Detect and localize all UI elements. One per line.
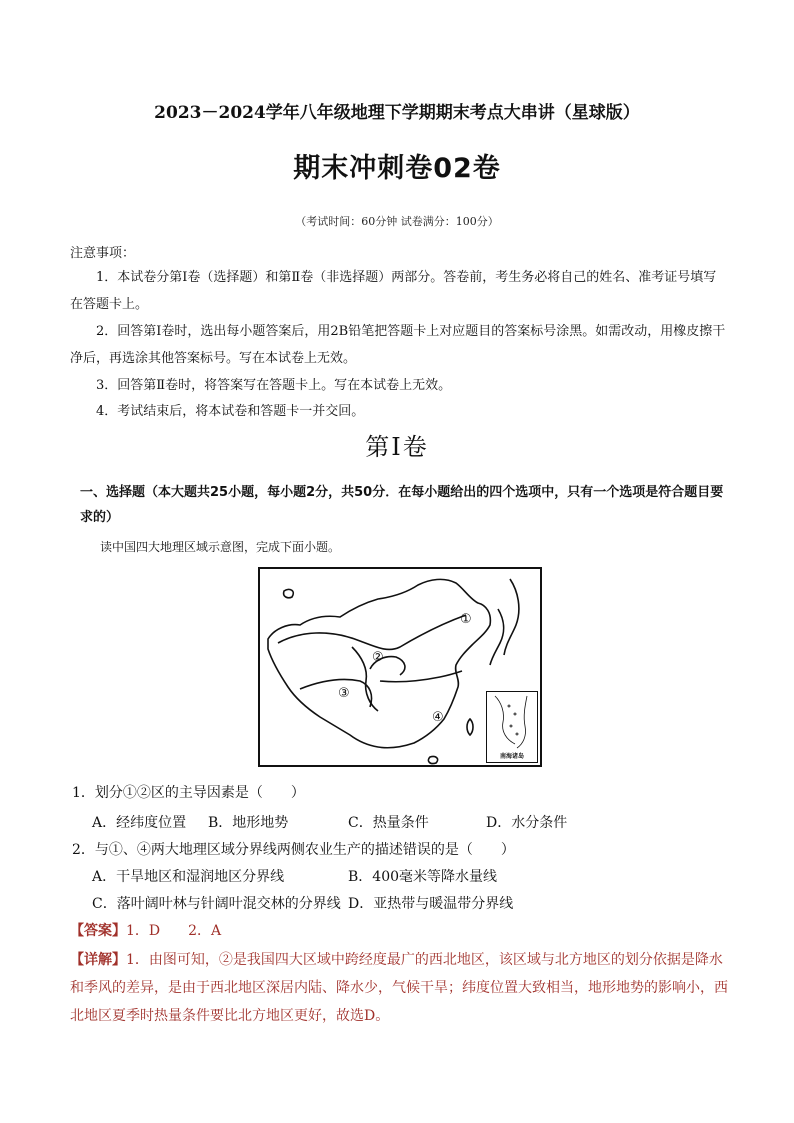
region-label: ② — [372, 650, 384, 665]
region-label: ④ — [432, 710, 444, 725]
question-option: D．亚热带与暖温带分界线 — [348, 896, 514, 912]
section-title: 一、选择题（本大题共25小题，每小题2分，共50分．在每小题给出的四个选项中，只有一个选项是符合题目要求的） — [80, 485, 724, 525]
exam-subtitle: 2023－2024学年八年级地理下学期期末考点大串讲（星球版） — [154, 103, 640, 123]
notes-heading: 注意事项： — [70, 246, 136, 261]
region-label: ① — [460, 612, 472, 627]
note-item: 1．本试卷分第Ⅰ卷（选择题）和第Ⅱ卷（非选择题）两部分。答卷前，考生务必将自己的姓名、准考证号填写在答题卡上。 — [70, 270, 717, 312]
note-item: 2．回答第Ⅰ卷时，选出每小题答案后，用2B铅笔把答题卡上对应题目的答案标号涂黑。如需改动，用橡皮擦干净后，再选涂其他答案标号。写在本试卷上无效。 — [70, 324, 726, 366]
reading-instruction: 读中国四大地理区域示意图，完成下面小题。 — [100, 540, 341, 554]
question-option: C．热量条件 — [348, 815, 429, 831]
china-regions-map — [258, 567, 542, 767]
detail-text: 1．由图可知，②是我国四大区域中跨经度最广的西北地区，该区域与北方地区的划分依据是降水和季风的差异，是由于西北地区深居内陆、降水少，气候干旱；纬度位置大致相当，地形地势的影响小，西北地区夏季时热量条件要比北方地区更好，故选D。 — [70, 952, 728, 1024]
volume-title: 第Ⅰ卷 — [365, 433, 429, 461]
south-sea-inset — [486, 691, 538, 763]
question-option: C．落叶阔叶林与针阔叶混交林的分界线 — [92, 896, 341, 912]
inset-label: 南海诸岛 — [499, 753, 524, 760]
note-item: 3．回答第Ⅱ卷时，将答案写在答题卡上。写在本试卷上无效。 — [96, 378, 452, 393]
answer-line — [70, 920, 221, 940]
detail-tag: 【详解】 — [70, 952, 126, 968]
inset-drawing — [487, 692, 537, 750]
question-option: B．400毫米等降水量线 — [348, 869, 498, 885]
question-stem: 2．与①、④两大地理区域分界线两侧农业生产的描述错误的是（ ） — [72, 842, 515, 858]
answer-text: 1．D 2．A — [126, 923, 222, 939]
note-item: 4．考试结束后，将本试卷和答题卡一并交回。 — [96, 404, 365, 419]
question-option: B．地形地势 — [208, 815, 289, 831]
exam-info: （考试时间：60分钟 试卷满分：100分） — [295, 215, 499, 228]
question-option: D．水分条件 — [486, 815, 568, 831]
detail-block — [70, 946, 730, 1030]
answer-tag: 【答案】 — [70, 923, 126, 939]
question-option: A．干旱地区和湿润地区分界线 — [92, 869, 285, 885]
region-label: ③ — [338, 686, 350, 701]
question-stem: 1．划分①②区的主导因素是（ ） — [72, 785, 305, 801]
question-option: A．经纬度位置 — [92, 815, 187, 831]
exam-title: 期末冲刺卷02卷 — [293, 153, 501, 184]
